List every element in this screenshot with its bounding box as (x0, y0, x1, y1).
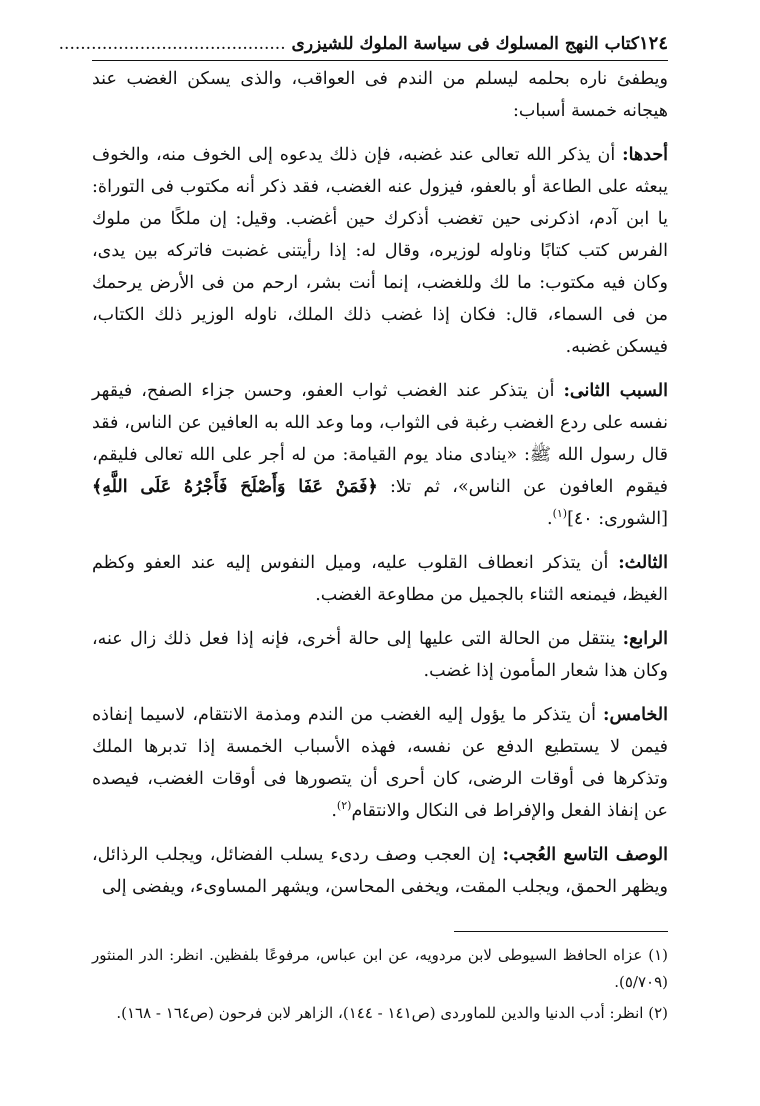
first-reason-text: أن يذكر الله تعالى عند غضبه، فإن ذلك يدعوه إلى الخوف منه، والخوف يبعثه على الطاعة أو بالعفو، فيزول عنه الغضب، فقد ذكر أنه مكتوب فى التوراة: يا ابن آدم، اذكرنى حين تغضب أذكرك حين أغضب. وقيل: إن ملكًا من ملوك الفرس كتب كتابًا وناوله لوزيره، وقال له: إذا رأيتنى غضبت فاتركه بين يدى، وكان فيه مكتوب: ما لك وللغضب، إنما أنت بشر، ارحم من فى الأرض يرحمك من فى السماء، قال: فكان إذا غضب ذلك الملك، ناوله الوزير ذلك الكتاب، فيسكن غضبه. (92, 145, 668, 357)
second-reason-heading: السبب الثانى: (563, 381, 668, 401)
third-reason-heading: الثالث: (618, 553, 668, 573)
second-reason-end: . (546, 509, 553, 529)
paragraph-ninth-trait (92, 839, 668, 903)
footnote-marker-1[interactable]: (١) (552, 507, 568, 521)
footnote-1: (١) عزاه الحافظ السيوطى لابن مردويه، عن ابن عباس، مرفوعًا بلفظين. انظر: الدر المنثور (٥/٧٠٩). (92, 946, 668, 991)
ninth-trait-text: إن العجب وصف ردىء يسلب الفضائل، ويجلب الرذائل، ويظهر الحمق، ويجلب المقت، ويخفى المحاسن، ويشهر المساوىء، ويفضى إلى (92, 845, 668, 897)
running-title (59, 30, 639, 58)
header-dots: .......................................... (58, 34, 286, 54)
book-title: كتاب النهج المسلوك فى سياسة الملوك للشيزرى (291, 34, 639, 54)
footnote-marker-2[interactable]: (٢) (336, 799, 352, 813)
intro-paragraph: ويطفئ ناره بحلمه ليسلم من الندم فى العواقب، والذى يسكن الغضب عند هيجانه خمسة أسباب: (92, 69, 668, 121)
verse-reference: [الشورى: ٤٠] (567, 509, 668, 529)
fifth-reason-heading: الخامس: (603, 705, 668, 725)
fifth-reason-end: . (331, 801, 337, 821)
paragraph-third-reason (92, 547, 668, 611)
paragraph-fifth-reason (92, 699, 668, 827)
ninth-trait-heading: الوصف التاسع العُجب: (502, 845, 668, 865)
fourth-reason-text: ينتقل من الحالة التى عليها إلى حالة أخرى، فإنه إذا فعل ذلك زال عنه، وكان هذا شعار المأمون إذا غضب. (92, 629, 668, 681)
page-number: ١٢٤ (638, 33, 668, 54)
fourth-reason-heading: الرابع: (622, 629, 668, 649)
footnotes (92, 942, 668, 1027)
paragraph-second-reason (92, 375, 668, 535)
running-header (58, 30, 668, 61)
fifth-reason-text: أن يتذكر ما يؤول إليه الغضب من الندم ومذمة الانتقام، لاسيما إنفاذه فيمن لا يستطيع الدفع عن نفسه، فهذه الأسباب الخمسة إذا تدبرها الملك وتذكرها فى أوقات الرضى، كان أحرى أن يتصورها فى أوقات الغضب، فيصده عن إنفاذ الفعل والإفراط فى النكال والانتقام (92, 705, 668, 821)
paragraph-fourth-reason (92, 623, 668, 687)
paragraph-first-reason (92, 139, 668, 363)
footnote-2: (٢) انظر: أدب الدنيا والدين للماوردى (ص١٤١ - ١٤٤)، الزاهر لابن فرحون (ص١٦٤ - ١٦٨). (116, 1004, 668, 1022)
first-reason-heading: أحدها: (622, 145, 668, 165)
footnote-separator (454, 931, 668, 932)
third-reason-text: أن يتذكر انعطاف القلوب عليه، وميل النفوس إليه عند العفو وكظم الغيظ، فيمنعه الثناء بالجميل من مطاوعة الغضب. (92, 553, 668, 605)
second-reason-text: أن يتذكر عند الغضب ثواب العفو، وحسن جزاء الصفح، فيقهر نفسه على ردع الغضب رغبة فى الثواب، وما وعد الله به العافين عن الناس، فقد قال رسول الله ﷺ: «ينادى مناد يوم القيامة: من له أجر على الله تعالى فليقم، فيقوم العافون عن الناس»، ثم تلا: (92, 381, 668, 497)
quran-verse: ﴿فَمَنْ عَفَا وَأَصْلَحَ فَأَجْرُهُ عَلَى اللَّهِ﴾ (92, 477, 378, 497)
